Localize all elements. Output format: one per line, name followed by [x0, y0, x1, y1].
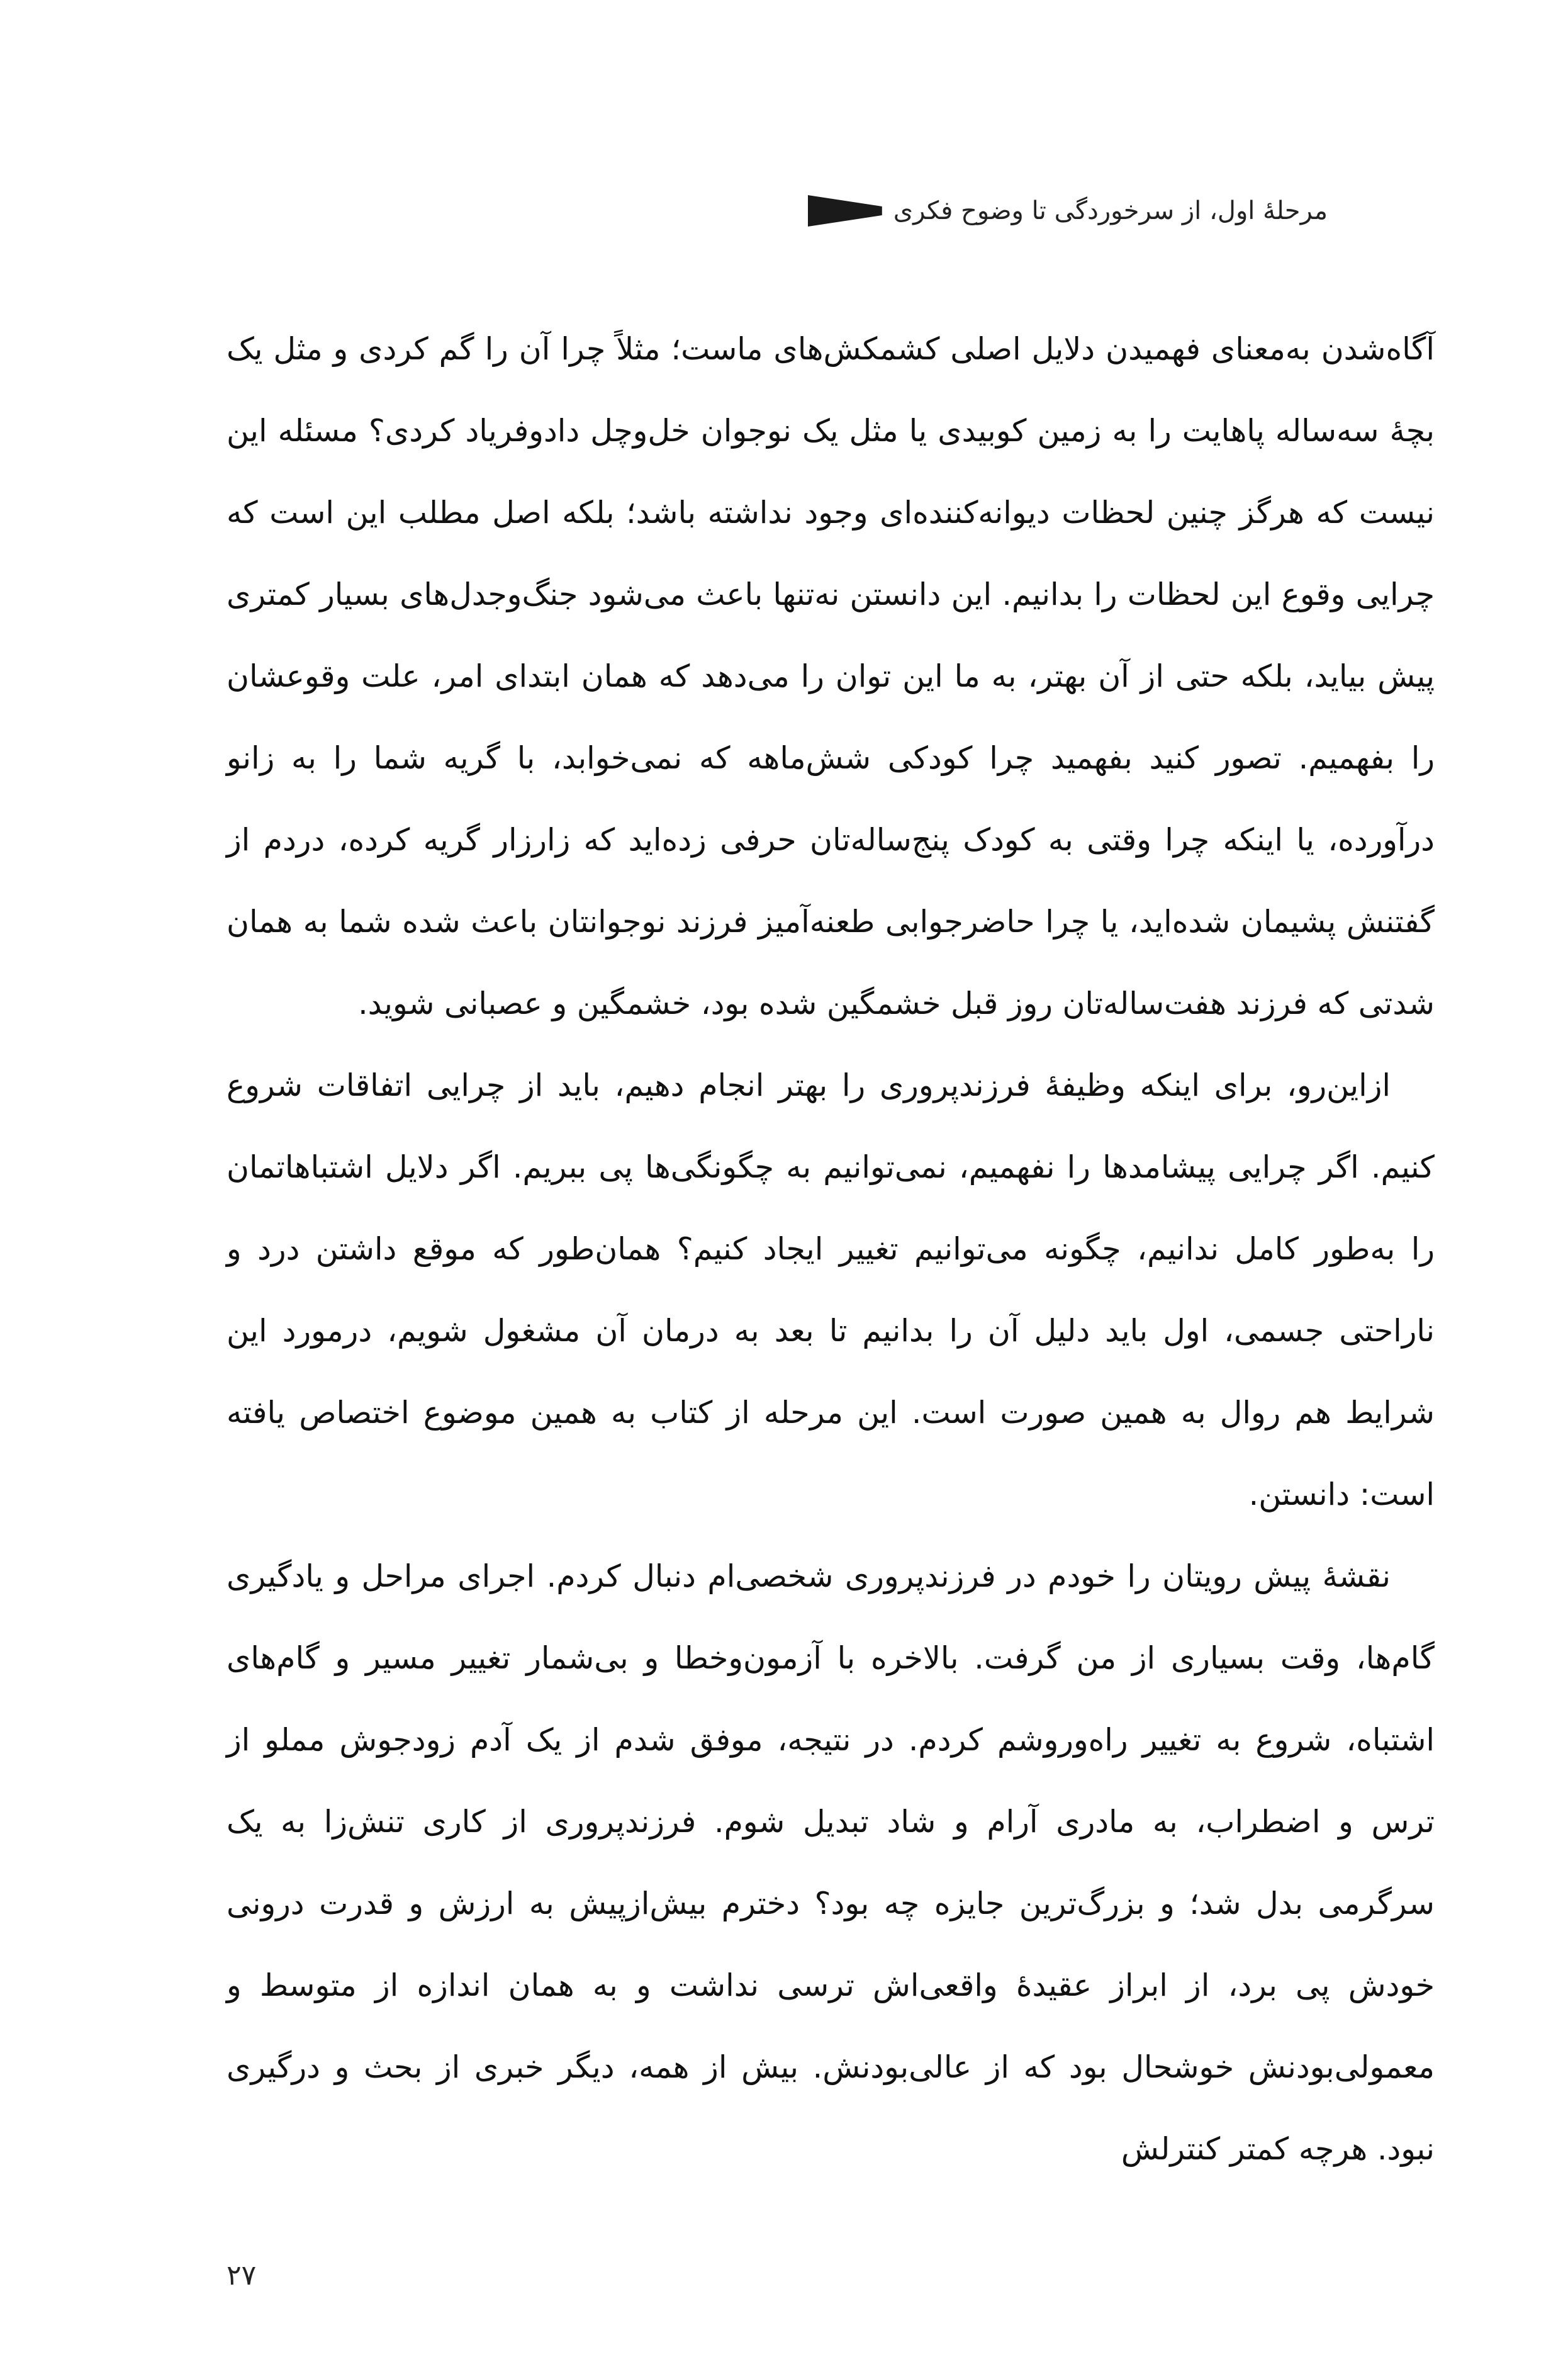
page-number: ۲۷ [227, 2259, 257, 2292]
running-header-title: مرحلهٔ اول، از سرخوردگی تا وضوح فکری [893, 196, 1328, 225]
header-bar-icon [808, 195, 882, 227]
paragraph-3: نقشهٔ پیش رویتان را خودم در فرزندپروری شخصی‌ام دنبال کردم. اجرای مراحل و یادگیری گام‌ها، وقت بسیاری از من گرفت. بالاخره با آزمون‌وخطا و بی‌شمار تغییر مسیر و گام‌های اشتباه، شروع به تغییر راه‌وروشم کردم. در نتیجه، موفق شدم از یک آدم زودجوش مملو از ترس و اضطراب، به مادری آرام و شاد تبدیل شوم. فرزندپروری از کاری تنش‌زا به یک سرگرمی بدل شد؛ و بزرگ‌ترین جایزه چه بود؟ دخترم بیش‌ازپیش به ارزش و قدرت درونی خودش پی برد، از ابراز عقیدهٔ واقعی‌اش ترسی نداشت و به همان اندازه از متوسط و معمولی‌بودنش خوشحال بود که از عالی‌بودنش. بیش از همه، دیگر خبری از بحث و درگیری نبود. هرچه کمتر کنترلش [227, 1558, 1435, 2167]
running-header [227, 183, 1328, 239]
body-text [227, 308, 1435, 2190]
paragraph-2: ازاین‌رو، برای اینکه وظیفهٔ فرزندپروری را بهتر انجام دهیم، باید از چرایی اتفاقات شروع کنیم. اگر چرایی پیشامدها را نفهمیم، نمی‌توانیم به چگونگی‌ها پی ببریم. اگر دلایل اشتباهاتمان را به‌طور کامل ندانیم، چگونه می‌توانیم تغییر ایجاد کنیم؟ همان‌طور که موقع داشتن درد و ناراحتی جسمی، اول باید دلیل آن را بدانیم تا بعد به درمان آن مشغول شویم، درمورد این شرایط هم روال به همین صورت است. این مرحله از کتاب به همین موضوع اختصاص یافته است: دانستن. [227, 1067, 1435, 1512]
paragraph-1: آگاه‌شدن به‌معنای فهمیدن دلایل اصلی کشمکش‌های ماست؛ مثلاً چرا آن را گم کردی و مثل یک بچهٔ سه‌ساله پاهایت را به زمین کوبیدی یا مثل یک نوجوان خل‌وچل دادوفریاد کردی؟ مسئله این نیست که هرگز چنین لحظات دیوانه‌کننده‌ای وجود نداشته باشد؛ بلکه اصل مطلب این است که چرایی وقوع این لحظات را بدانیم. این دانستن نه‌تنها باعث می‌شود جنگ‌وجدل‌های بسیار کمتری پیش بیاید، بلکه حتی از آن بهتر، به ما این توان را می‌دهد که همان ابتدای امر، علت وقوعشان را بفهمیم. تصور کنید بفهمید چرا کودکی شش‌ماهه که نمی‌خوابد، با گریه شما را به زانو درآورده، یا اینکه چرا وقتی به کودک پنج‌ساله‌تان حرفی زده‌اید که زارزار گریه کرده، دردم از گفتنش پشیمان شده‌اید، یا چرا حاضرجوابی طعنه‌آمیز فرزند نوجوانتان باعث شده شما به همان شدتی که فرزند هفت‌ساله‌تان روز قبل خشمگین شده بود، خشمگین و عصبانی شوید. [227, 331, 1435, 1021]
